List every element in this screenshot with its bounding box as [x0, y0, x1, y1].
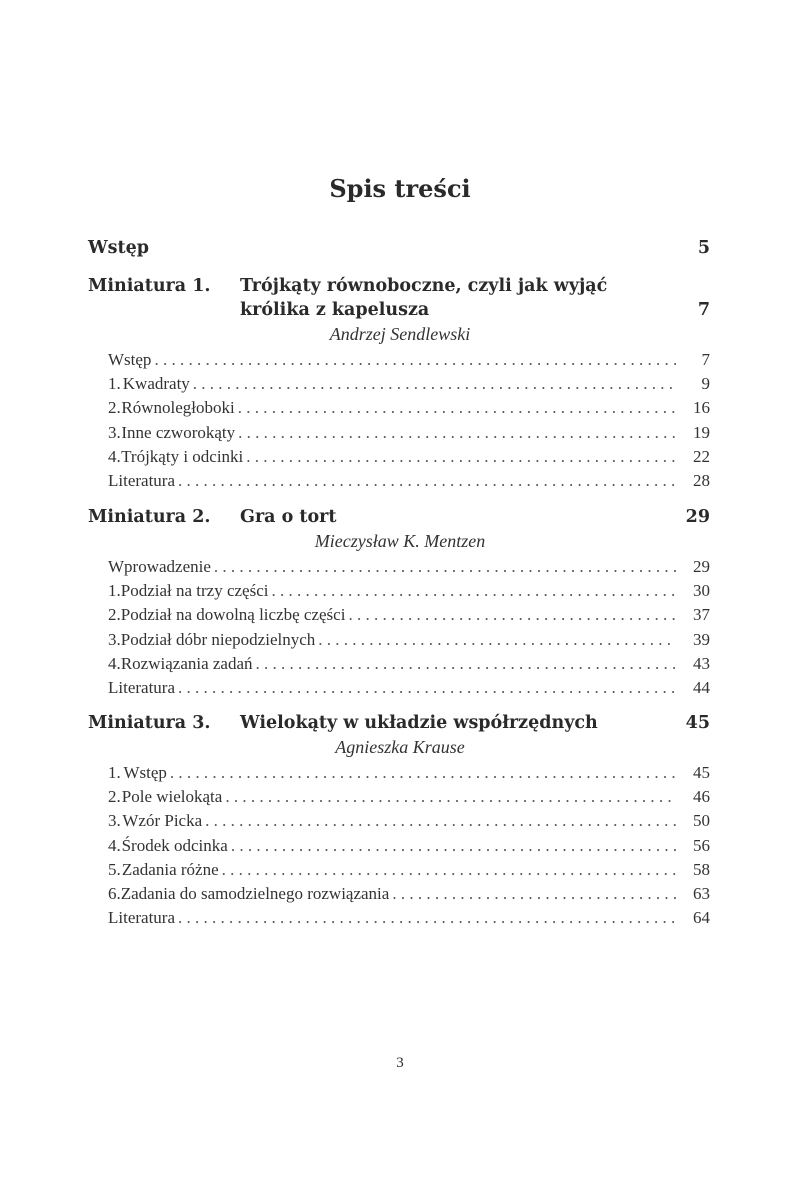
chapter-2-prefix: Miniatura 2. — [88, 507, 211, 527]
toc-entry-page: 22 — [693, 446, 710, 466]
toc-entry-number: 5. — [108, 859, 121, 879]
toc-entry-label: Rozwiązania zadań — [120, 653, 253, 673]
page-title: Spis treści — [329, 174, 471, 203]
toc-entry-page: 44 — [693, 678, 710, 697]
toc-entry[interactable] — [108, 860, 710, 880]
toc-entry-label: Podział na dowolną liczbę części — [120, 605, 346, 625]
toc-dot-leader — [231, 836, 676, 856]
toc-entry-label: Kwadraty — [122, 374, 190, 394]
toc-dot-leader — [178, 908, 676, 928]
toc-entry-number: 4. — [108, 835, 121, 855]
toc-entry-page: 19 — [693, 422, 710, 442]
chapter-2-author: Mieczysław K. Mentzen — [314, 531, 486, 551]
toc-intro-page: 5 — [697, 238, 710, 258]
chapter-3-heading[interactable] — [88, 713, 710, 733]
toc-entry-number: 3. — [108, 811, 121, 831]
toc-entry[interactable] — [108, 374, 710, 394]
toc-entry-label: Pole wielokąta — [121, 787, 223, 807]
toc-entry-page: 28 — [693, 471, 710, 490]
toc-entry-label: Podział dóbr niepodzielnych — [120, 629, 316, 649]
toc-dot-leader — [154, 350, 676, 370]
toc-entry-number: 1. — [108, 374, 121, 394]
toc-entry-page: 43 — [693, 653, 710, 673]
toc-entry-label: Równoległoboki — [121, 398, 235, 418]
toc-entry[interactable] — [108, 654, 710, 674]
toc-dot-leader — [238, 423, 676, 443]
toc-entry-page: 30 — [693, 581, 710, 601]
toc-dot-leader — [256, 654, 676, 674]
toc-entry-number: 2. — [108, 787, 121, 807]
toc-entry-page: 29 — [693, 557, 710, 576]
toc-entry-number: 2. — [108, 398, 121, 418]
toc-entry[interactable] — [108, 763, 710, 783]
toc-entry[interactable] — [108, 350, 710, 370]
toc-entry-page: 50 — [693, 811, 710, 831]
chapter-3-page: 45 — [685, 713, 710, 733]
toc-intro-label: Wstęp — [88, 238, 149, 258]
toc-entry-number: 2. — [108, 605, 121, 625]
toc-entry-label: Literatura — [108, 678, 176, 697]
chapter-2-title: Gra o tort — [240, 507, 337, 527]
toc-entry-number: 6. — [108, 884, 121, 903]
toc-entry-label: Zadania różne — [121, 859, 219, 879]
toc-entry-label: Trójkąty i odcinki — [121, 446, 244, 466]
chapter-2-heading[interactable] — [88, 507, 710, 527]
toc-dot-leader — [214, 557, 676, 577]
toc-entry-page: 46 — [693, 787, 710, 807]
toc-entry-number: 1. — [108, 763, 121, 782]
toc-entry-page: 37 — [693, 605, 710, 625]
toc-entry[interactable] — [108, 811, 710, 831]
toc-entry[interactable] — [108, 678, 710, 698]
toc-dot-leader — [246, 447, 676, 467]
toc-entry-page: 9 — [701, 374, 710, 394]
toc-entry[interactable] — [108, 423, 710, 443]
page-number: 3 — [396, 1055, 404, 1071]
toc-entry-label: Środek odcinka — [121, 835, 228, 855]
toc-dot-leader — [348, 605, 676, 625]
chapter-3-author: Agnieszka Krause — [335, 737, 465, 757]
toc-entry-label: Wstęp — [108, 350, 152, 369]
toc-entry[interactable] — [108, 836, 710, 856]
toc-entry-number: 3. — [108, 629, 121, 649]
toc-entry[interactable] — [108, 884, 710, 904]
toc-entry[interactable] — [108, 908, 710, 928]
toc-entry-page: 7 — [701, 350, 710, 369]
chapter-3-prefix: Miniatura 3. — [88, 713, 211, 733]
toc-entry[interactable] — [108, 471, 710, 491]
toc-entry[interactable] — [108, 787, 710, 807]
chapter-1-heading[interactable] — [88, 276, 710, 296]
toc-dot-leader — [272, 581, 677, 601]
toc-entry-label: Wprowadzenie — [108, 557, 211, 576]
toc-dot-leader — [170, 763, 676, 783]
toc-entry-page: 39 — [693, 629, 710, 649]
toc-entry-page: 45 — [693, 763, 710, 782]
chapter-1-heading-cont[interactable] — [240, 300, 710, 320]
toc-dot-leader — [193, 374, 676, 394]
toc-entry[interactable] — [108, 581, 710, 601]
toc-entry-label: Zadania do samodzielnego rozwiązania — [120, 884, 390, 903]
toc-entry-number: 4. — [108, 446, 121, 466]
chapter-2-page: 29 — [685, 507, 710, 527]
toc-entry-number: 1. — [108, 581, 121, 601]
toc-dot-leader — [205, 811, 676, 831]
chapter-1-title-line1: Trójkąty równoboczne, czyli jak wyjąć — [240, 276, 608, 296]
toc-entry-number: 3. — [108, 422, 121, 442]
toc-dot-leader — [178, 678, 676, 698]
toc-entry-number: 4. — [108, 653, 121, 673]
toc-entry-page: 63 — [693, 884, 710, 903]
toc-dot-leader — [178, 471, 676, 491]
toc-entry-label: Literatura — [108, 471, 176, 490]
toc-entry-page: 56 — [693, 835, 710, 855]
chapter-3-title: Wielokąty w układzie współrzędnych — [240, 713, 598, 733]
toc-dot-leader — [238, 398, 676, 418]
toc-entry[interactable] — [108, 557, 710, 577]
chapter-1-prefix: Miniatura 1. — [88, 276, 211, 296]
toc-entry[interactable] — [108, 630, 710, 650]
toc-dot-leader — [392, 884, 676, 904]
toc-entry-label: Wzór Picka — [122, 811, 203, 831]
toc-dot-leader — [222, 860, 676, 880]
toc-intro[interactable] — [88, 238, 710, 258]
toc-entry[interactable] — [108, 447, 710, 467]
toc-entry-label: Inne czworokąty — [121, 422, 236, 442]
toc-entry-page: 58 — [693, 859, 710, 879]
toc-dot-leader — [225, 787, 676, 807]
toc-entry[interactable] — [108, 605, 710, 625]
toc-entry[interactable] — [108, 398, 710, 418]
chapter-1-page: 7 — [697, 300, 710, 320]
toc-entry-page: 16 — [693, 398, 710, 418]
chapter-1-title-line2: królika z kapelusza — [240, 300, 430, 320]
toc-entry-page: 64 — [693, 908, 710, 928]
chapter-1-author: Andrzej Sendlewski — [329, 324, 471, 344]
toc-dot-leader — [318, 630, 676, 650]
toc-entry-label: Literatura — [108, 908, 176, 928]
toc-entry-label: Podział na trzy części — [120, 581, 269, 601]
toc-entry-label: Wstęp — [123, 763, 167, 782]
